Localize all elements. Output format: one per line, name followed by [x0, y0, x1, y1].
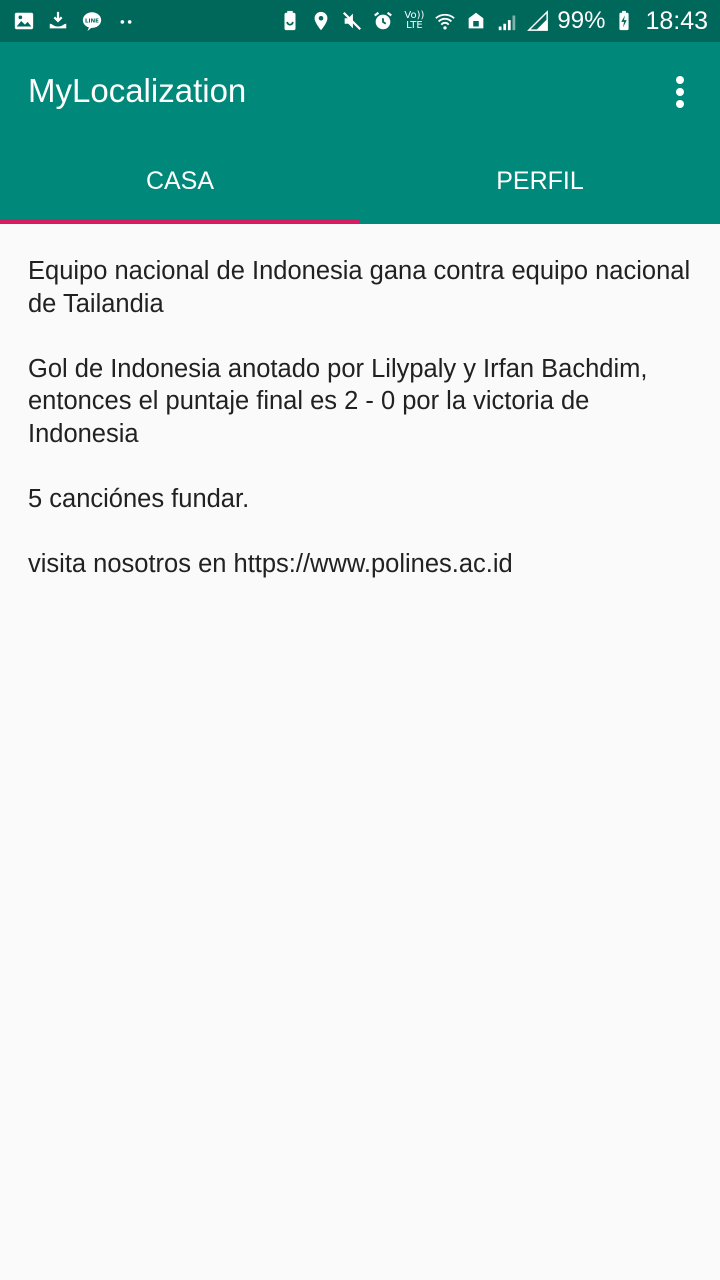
- alarm-icon: [371, 9, 395, 33]
- status-left-icons: [12, 9, 138, 33]
- download-icon: [46, 9, 70, 33]
- location-icon: [309, 9, 333, 33]
- visit-text: visita nosotros en https://www.polines.ac.id: [28, 549, 513, 578]
- menu-dot: [676, 100, 684, 108]
- volte-bottom-text: LTE: [406, 20, 423, 31]
- line-app-icon: [80, 9, 104, 33]
- svg-text:LINE: LINE: [85, 18, 99, 25]
- battery-percent: 99%: [557, 7, 606, 34]
- news-body: Gol de Indonesia anotado por Lilypaly y Irfan Bachdim, entonces el puntaje final es 2 - 0 por la victoria de Indonesia: [28, 354, 648, 448]
- gallery-icon: [12, 9, 36, 33]
- more-vert-icon[interactable]: [664, 74, 696, 110]
- tab-perfil[interactable]: PERFIL: [496, 166, 584, 195]
- dots-icon: [114, 9, 138, 33]
- tab-bar: [0, 142, 720, 224]
- status-bar: [0, 0, 720, 42]
- signal-weak-icon: [495, 9, 519, 33]
- mute-icon: [340, 9, 364, 33]
- app-bar: [0, 42, 720, 142]
- app-title: MyLocalization: [28, 72, 247, 109]
- clock: 18:43: [645, 6, 708, 35]
- news-headline: Equipo nacional de Indonesia gana contra equipo nacional de Tailandia: [28, 257, 691, 318]
- tab-casa[interactable]: CASA: [0, 142, 360, 224]
- battery-saver-icon: [278, 9, 302, 33]
- nfc-icon: [464, 9, 488, 33]
- volte-top-text: Vo)): [404, 10, 425, 21]
- menu-dot: [676, 76, 684, 84]
- wifi-icon: [433, 9, 457, 33]
- volte-icon: [402, 9, 426, 33]
- signal-icon: [526, 9, 550, 33]
- menu-dot: [676, 88, 684, 96]
- status-right-icons: [278, 7, 708, 36]
- charging-icon: [612, 9, 636, 33]
- content-area: [28, 255, 692, 613]
- songs-text: 5 canciónes fundar.: [28, 484, 250, 513]
